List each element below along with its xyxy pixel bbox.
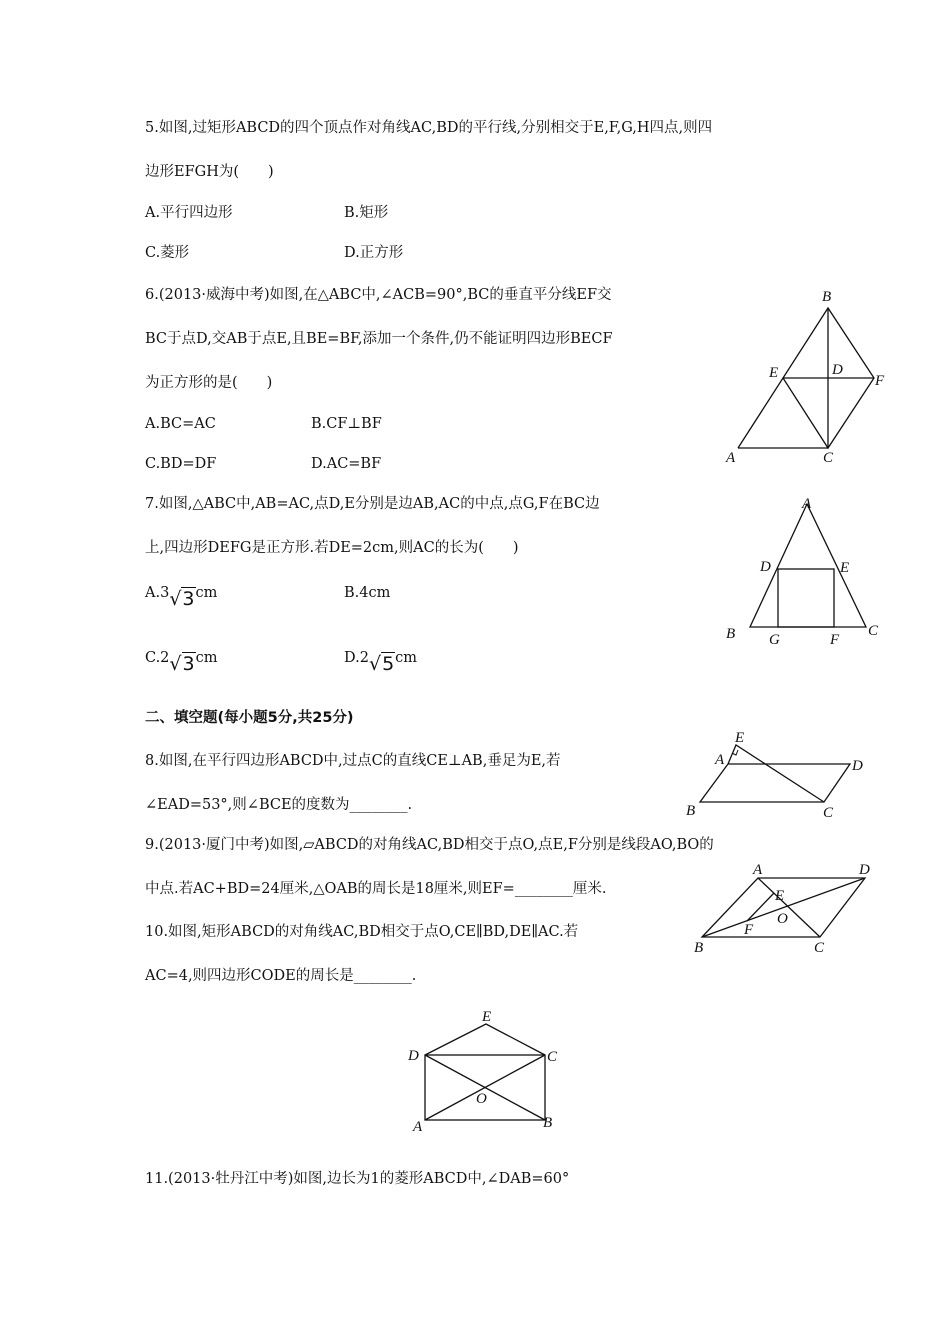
q6-label-e: E	[769, 365, 779, 381]
q7-label-e: E	[840, 560, 850, 576]
q8-figure	[680, 728, 880, 823]
q8-label-d: D	[852, 758, 863, 774]
q5-option-b: B.矩形	[344, 205, 389, 221]
q6-label-f: F	[875, 373, 885, 389]
q7-label-f: F	[830, 632, 840, 648]
q5-option-c: C.菱形	[145, 245, 190, 261]
q8-label-e: E	[735, 730, 745, 746]
q9-diagonal-bd	[702, 878, 865, 937]
q6-option-d: D.AC=BF	[311, 456, 382, 472]
q10-figure	[400, 1005, 570, 1140]
q9-label-d: D	[859, 862, 870, 878]
q7-stem-line1: 7.如图,△ABC中,AB=AC,点D,E分别是边AB,AC的中点,点G,F在BC边	[145, 496, 600, 512]
q7-stem-line2: 上,四边形DEFG是正方形.若DE=2cm,则AC的长为( )	[145, 540, 519, 556]
q8-label-c: C	[823, 805, 834, 821]
q7-square-defg	[778, 569, 834, 627]
q9-label-c: C	[814, 940, 825, 956]
q10-label-o: O	[476, 1091, 487, 1107]
q7-option-c-prefix: C.2	[145, 650, 170, 666]
q6-option-a: A.BC=AC	[145, 416, 216, 432]
q10-label-c: C	[547, 1049, 558, 1065]
q7-option-c-sqrt	[169, 655, 195, 674]
q5-option-a: A.平行四边形	[145, 205, 233, 221]
q7-option-d-sqrt	[369, 655, 395, 674]
radical-sign-icon: √	[368, 653, 382, 675]
q6-label-b: B	[822, 289, 832, 305]
q9-diagonal-ac	[758, 878, 820, 937]
q9-label-e: E	[775, 888, 785, 904]
q7-option-b: B.4cm	[344, 585, 391, 601]
q7-label-d: D	[760, 559, 771, 575]
q6-option-b: B.CF⊥BF	[311, 416, 382, 432]
q10-label-e: E	[482, 1009, 492, 1025]
q6-figure	[720, 285, 900, 470]
q7-option-d	[344, 651, 417, 674]
q8-label-b: B	[686, 803, 696, 819]
q5-stem-line1: 5.如图,过矩形ABCD的四个顶点作对角线AC,BD的平行线,分别相交于E,F,G,H四点,则四	[145, 120, 713, 136]
q8-stem-line1: 8.如图,在平行四边形ABCD中,过点C的直线CE⊥AB,垂足为E,若	[145, 753, 561, 769]
q10-stem-line1: 10.如图,矩形ABCD的对角线AC,BD相交于点O,CE∥BD,DE∥AC.若	[145, 924, 579, 940]
q5-option-d: D.正方形	[344, 245, 404, 261]
q10-label-b: B	[543, 1115, 553, 1131]
q7-option-a	[145, 586, 217, 609]
q6-stem-line1: 6.(2013·威海中考)如图,在△ABC中,∠ACB=90°,BC的垂直平分线EF交	[145, 287, 612, 303]
radical-sign-icon: √	[169, 653, 182, 675]
q10-label-a: A	[413, 1119, 423, 1135]
q9-stem-line2: 中点.若AC+BD=24厘米,△OAB的周长是18厘米,则EF=________厘米.	[145, 881, 607, 897]
q6-stem-line2: BC于点D,交AB于点E,且BE=BF,添加一个条件,仍不能证明四边形BECF	[145, 331, 613, 347]
q7-option-a-prefix: A.3	[145, 585, 170, 601]
q9-label-f: F	[744, 922, 754, 938]
q7-option-d-unit: cm	[395, 650, 418, 666]
q5-stem-line2: 边形EFGH为( )	[145, 164, 274, 180]
q9-label-o: O	[777, 911, 788, 927]
q7-option-c-unit: cm	[195, 650, 218, 666]
q11-stem-line1: 11.(2013·牡丹江中考)如图,边长为1的菱形ABCD中,∠DAB=60°	[145, 1171, 570, 1187]
q7-label-a: A	[802, 496, 812, 512]
q9-label-b: B	[694, 940, 704, 956]
q7-option-a-radicand: 3	[182, 588, 195, 610]
q8-stem-line2: ∠EAD=53°,则∠BCE的度数为________.	[145, 797, 413, 813]
q6-stem-line3: 为正方形的是( )	[145, 375, 273, 391]
q9-label-a: A	[753, 862, 763, 878]
q10-segments-de-ec	[425, 1024, 545, 1055]
q7-option-d-radicand: 5	[382, 653, 395, 675]
q8-segment-ae-ec	[728, 745, 824, 802]
q6-label-d: D	[832, 362, 843, 378]
q7-option-a-sqrt	[169, 590, 195, 609]
section-heading-fill-in: 二、填空题(每小题5分,共25分)	[145, 710, 354, 726]
q6-label-c: C	[823, 450, 834, 466]
q7-label-c: C	[868, 623, 879, 639]
q9-segment-ef	[747, 893, 774, 921]
q10-label-d: D	[408, 1048, 419, 1064]
q7-label-b: B	[726, 626, 736, 642]
q9-figure	[688, 860, 888, 960]
q7-option-c	[145, 651, 218, 674]
q9-stem-line1: 9.(2013·厦门中考)如图,▱ABCD的对角线AC,BD相交于点O,点E,F分别是线段AO,BO的	[145, 837, 714, 853]
q6-option-c: C.BD=DF	[145, 456, 217, 472]
q7-label-g: G	[769, 632, 780, 648]
q7-option-a-unit: cm	[195, 585, 218, 601]
q6-segment-ea	[738, 378, 783, 448]
q7-option-c-radicand: 3	[182, 653, 195, 675]
q7-figure	[720, 492, 895, 652]
radical-sign-icon: √	[169, 588, 182, 610]
q6-label-a: A	[726, 450, 736, 466]
q8-label-a: A	[715, 752, 725, 768]
q10-stem-line2: AC=4,则四边形CODE的周长是________.	[145, 968, 417, 984]
q7-option-d-prefix: D.2	[344, 650, 369, 666]
